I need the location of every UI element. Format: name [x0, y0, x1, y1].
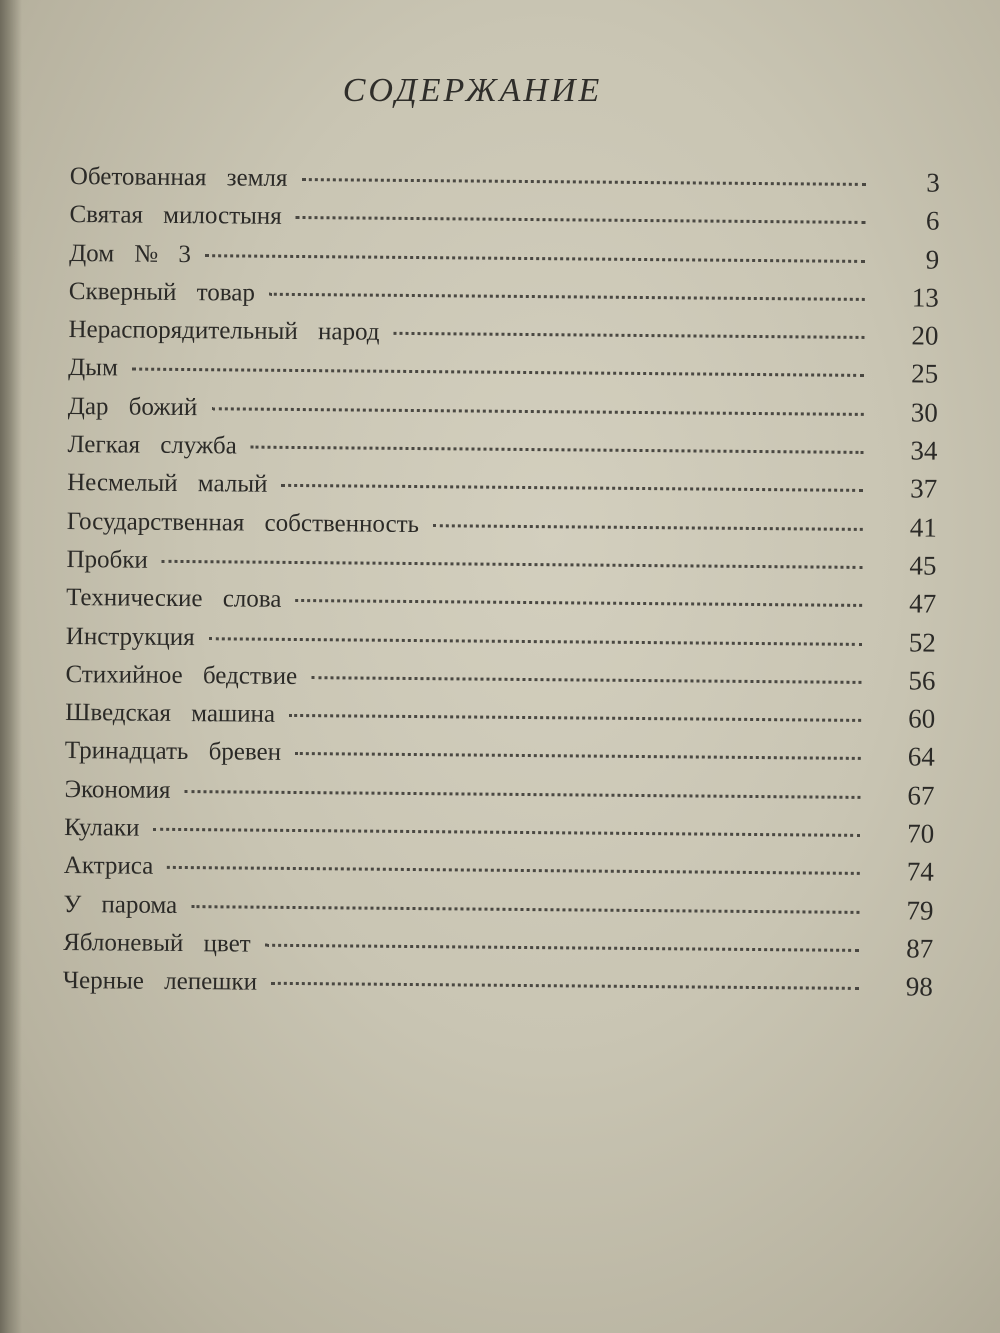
toc-entry-page: 47 — [909, 588, 937, 619]
toc-entry-title: Экономия — [64, 775, 171, 804]
dot-leader — [167, 866, 860, 875]
toc-entry-page: 6 — [925, 205, 940, 236]
toc-entry-title: Черные лепешки — [62, 967, 258, 996]
dot-leader — [281, 484, 863, 492]
page-title: СОДЕРЖАНИЕ — [342, 72, 603, 109]
toc-entry-page: 87 — [906, 933, 934, 964]
toc-entry-page: 52 — [908, 626, 936, 658]
toc-entry-title: У парома — [63, 890, 178, 919]
toc-entry-title: Дар божий — [67, 392, 198, 421]
toc-entry-page: 9 — [925, 244, 940, 275]
dot-leader — [265, 944, 859, 952]
book-spine-shadow — [0, 0, 22, 1333]
toc-entry-title: Шведская машина — [65, 699, 276, 728]
toc-entry-title: Стихийное бедствие — [65, 660, 298, 690]
toc-entry-title: Дым — [68, 354, 118, 382]
dot-leader — [153, 828, 860, 837]
toc-entry-title: Святая милостыня — [69, 201, 282, 231]
toc-entry-page: 37 — [910, 473, 938, 504]
table-of-contents — [63, 160, 940, 1010]
dot-leader — [162, 560, 863, 569]
toc-entry-title: Кулаки — [64, 814, 140, 842]
toc-entry-page: 60 — [908, 703, 936, 734]
dot-leader — [184, 790, 860, 799]
dot-leader — [301, 178, 865, 186]
toc-entry-page: 98 — [905, 971, 933, 1002]
toc-entry-title: Скверный товар — [68, 277, 256, 307]
toc-entry-title: Тринадцать бревен — [64, 737, 282, 767]
dot-leader — [191, 905, 859, 914]
toc-entry-title: Государственная собственность — [66, 507, 420, 538]
toc-entry-page: 20 — [911, 320, 939, 351]
toc-entry-page: 30 — [910, 397, 938, 428]
dot-leader — [393, 332, 864, 339]
toc-entry-page: 74 — [906, 856, 934, 887]
toc-entry-title: Дом № 3 — [69, 239, 192, 268]
dot-leader — [271, 982, 859, 990]
toc-entry-title: Инструкция — [65, 622, 195, 651]
toc-entry-page: 41 — [909, 512, 937, 543]
dot-leader — [311, 676, 861, 684]
dot-leader — [296, 216, 866, 224]
toc-entry-title: Технические слова — [66, 584, 282, 614]
dot-leader — [209, 637, 862, 646]
dot-leader — [211, 407, 863, 416]
toc-entry-title: Актриса — [63, 852, 154, 881]
toc-entry-page: 56 — [908, 665, 936, 696]
toc-entry-title: Яблоневый цвет — [63, 928, 251, 958]
dot-leader — [205, 254, 865, 263]
toc-entry-title: Несмелый малый — [67, 469, 268, 499]
toc-entry-page: 34 — [910, 435, 938, 466]
toc-entry-page: 67 — [907, 780, 935, 811]
toc-entry — [63, 964, 933, 1010]
toc-entry-title: Пробки — [66, 545, 148, 574]
dot-leader — [132, 368, 864, 377]
dot-leader — [295, 599, 862, 607]
dot-leader — [251, 446, 864, 454]
toc-entry-title: Обетованная земля — [69, 162, 288, 192]
toc-entry-title: Нераспорядительный народ — [68, 316, 380, 346]
dot-leader — [289, 714, 861, 722]
toc-entry-title: Легкая служба — [67, 431, 237, 460]
dot-leader — [269, 293, 865, 301]
dot-leader — [295, 752, 861, 760]
toc-entry-page: 45 — [909, 550, 937, 581]
toc-entry-page: 3 — [926, 167, 940, 198]
toc-entry-page: 70 — [907, 818, 935, 849]
toc-entry-page: 13 — [911, 282, 939, 313]
dot-leader — [433, 524, 863, 531]
toc-entry-page: 79 — [906, 894, 934, 926]
toc-entry-page: 64 — [907, 741, 935, 773]
toc-entry-page: 25 — [911, 358, 939, 390]
